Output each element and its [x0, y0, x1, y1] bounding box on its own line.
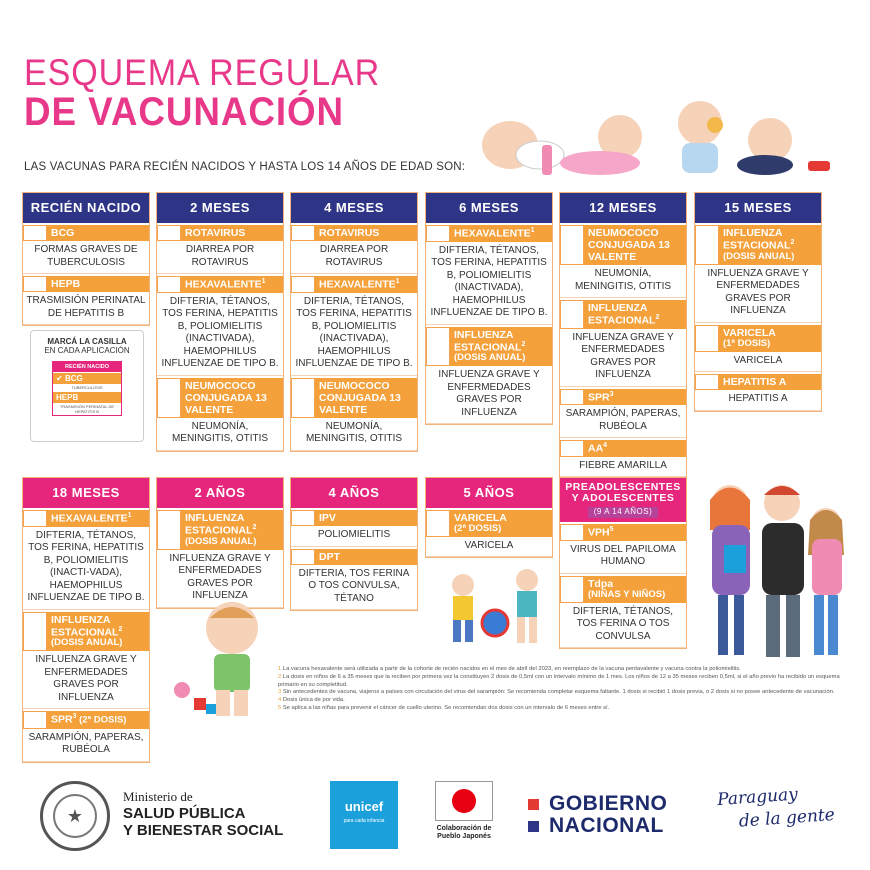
- checkbox[interactable]: [291, 378, 315, 418]
- vaccine-name-label: DPT: [319, 550, 340, 563]
- column-1: [156, 192, 284, 452]
- instruction-line2: EN CADA APLICACIÓN: [44, 346, 130, 355]
- vaccine-description: SARAMPIÓN, PAPERAS, RUBÉOLA: [560, 405, 686, 438]
- column-header: [23, 478, 149, 508]
- footnote-number: 5: [278, 705, 282, 712]
- checkbox[interactable]: [560, 576, 584, 603]
- column-header-label: 4 MESES: [324, 200, 384, 216]
- vaccine-name: [584, 524, 686, 541]
- vaccine-name-label: INFLUENZA ESTACIONAL: [588, 302, 656, 327]
- family-illustration: [700, 475, 860, 670]
- paraguay-line1: Paraguay: [716, 784, 799, 811]
- checkbox[interactable]: [157, 276, 181, 293]
- vaccine-name-label: HEPATITIS A: [723, 376, 787, 389]
- vaccine-name: [450, 327, 552, 367]
- vaccine-description: DIFTERIA, TÉTANOS, TOS FERINA O TOS CONVULSA: [560, 603, 686, 649]
- vaccine-name-label: NEUMOCOCO CONJUGADA 13 VALENTE: [588, 227, 670, 264]
- vaccine-name: [719, 325, 821, 352]
- vaccine-name-label: SPR: [51, 713, 73, 726]
- footnote-number: 1: [278, 666, 282, 672]
- vaccine-description: VARICELA: [426, 537, 552, 558]
- dose-label: (DOSIS ANUAL): [185, 535, 257, 547]
- vaccine-row: [426, 327, 552, 367]
- unicef-tagline: para cada infancia: [343, 818, 385, 824]
- checkbox[interactable]: [695, 325, 719, 352]
- page-title-line1: ESQUEMA REGULAR: [24, 52, 381, 93]
- vaccine-description: VIRUS DEL PAPILOMA HUMANO: [560, 541, 686, 574]
- vaccine-row: [23, 225, 149, 241]
- ministry-logo: [123, 789, 283, 839]
- vaccine-description: INFLUENZA GRAVE Y ENFERMEDADES GRAVES POR INFLUENZA: [157, 550, 283, 608]
- checkbox[interactable]: [291, 549, 315, 565]
- sample-vaccine1: ✔ BCG: [53, 373, 121, 384]
- vaccine-name-label: HEXAVALENTE: [319, 278, 396, 291]
- column-header: [291, 193, 417, 223]
- column-10: [559, 477, 687, 649]
- checkbox[interactable]: [291, 510, 315, 526]
- vaccine-description: FIEBRE AMARILLA: [560, 457, 686, 478]
- paraguay-logo: [717, 781, 836, 835]
- kids-illustration: [435, 565, 555, 655]
- vaccine-row: [291, 378, 417, 418]
- checkbox[interactable]: [560, 524, 584, 541]
- vaccine-description: FORMAS GRAVES DE TUBERCULOSIS: [23, 241, 149, 274]
- column-header: [695, 193, 821, 223]
- column-3: [425, 192, 553, 425]
- checkbox[interactable]: [560, 440, 584, 457]
- checkbox[interactable]: [23, 612, 47, 652]
- column-header: [23, 193, 149, 223]
- vaccine-description: SARAMPIÓN, PAPERAS, RUBÉOLA: [23, 729, 149, 762]
- footnote-number: 4: [278, 697, 282, 704]
- gob-line1: GOBIERNO: [549, 792, 668, 815]
- red-square-icon: [528, 799, 539, 810]
- vaccine-name: [47, 711, 149, 728]
- column-header: [560, 478, 686, 522]
- vaccine-row: [23, 711, 149, 728]
- checkbox[interactable]: [560, 300, 584, 329]
- vaccine-row: [426, 510, 552, 537]
- vaccine-description: TRASMISIÓN PERINATAL DE HEPATITIS B: [23, 292, 149, 325]
- vaccine-name-label: HEPB: [51, 278, 81, 291]
- vaccine-name: [450, 225, 552, 242]
- vaccine-description: DIFTERIA, TÉTANOS, TOS FERINA, HEPATITIS B, POLIOMIELITIS (INACTI-VADA), HAEMOPHILUS INFLUENZAE DE TIPO B.: [23, 527, 149, 610]
- vaccine-name: [47, 510, 149, 527]
- ministry-line1: Ministerio de: [123, 789, 193, 804]
- vaccine-name: [47, 225, 149, 241]
- footnote: [278, 674, 853, 690]
- column-0: [22, 192, 150, 326]
- column-header-label: 12 MESES: [589, 200, 657, 216]
- ministry-seal-icon: [40, 781, 110, 851]
- japan-flag-icon: [435, 781, 493, 821]
- sample-desc1: TUBERCULOSIS: [71, 385, 103, 390]
- vaccine-row: [291, 225, 417, 241]
- vaccine-name: [181, 378, 283, 418]
- vaccine-name-label: AA: [588, 442, 604, 455]
- japan-line1: Colaboración de: [436, 825, 492, 832]
- vaccine-description: DIFTERIA, TÉTANOS, TOS FERINA, HEPATITIS B, POLIOMIELITIS (INACTIVADA), HAEMOPHILUS INFLUENZAE DE TIPO B.: [426, 242, 552, 325]
- footnote-number: 3: [278, 689, 282, 696]
- checkbox[interactable]: [23, 225, 47, 241]
- sample-vaccine2: [53, 392, 121, 403]
- ministry-line3: Y BIENESTAR SOCIAL: [123, 822, 284, 839]
- vaccine-name-label: INFLUENZA ESTACIONAL: [454, 328, 522, 354]
- checkbox[interactable]: [157, 510, 181, 550]
- vaccine-name: [719, 225, 821, 265]
- footnote-ref: 1: [395, 278, 400, 286]
- vaccine-name-label: Tdpa: [588, 577, 614, 590]
- footnote-ref: 1: [127, 512, 132, 519]
- vaccine-name-label: INFLUENZA ESTACIONAL: [723, 227, 791, 252]
- checkbox[interactable]: [23, 711, 47, 728]
- vaccine-name-label: INFLUENZA ESTACIONAL: [185, 512, 253, 537]
- vaccine-name-label: IPV: [319, 512, 336, 524]
- page-title-line2: DE VACUNACIÓN: [24, 90, 345, 134]
- vaccine-name-label: INFLUENZA ESTACIONAL: [51, 613, 119, 639]
- ministry-line2: SALUD PÚBLICA: [123, 805, 246, 822]
- vaccine-description: INFLUENZA GRAVE Y ENFERMEDADES GRAVES POR INFLUENZA: [426, 366, 552, 424]
- footnote-text: La dosis en niños de 6 a 35 meses que la reciben por primera vez la constituyen 2 dosis de 0,5ml con un intervalo mínimo de 1 mes. Los niños de 12 a 35 meses reciben 0,5ml, si el año previo ha recibido un esquema primario en su completitud.: [278, 673, 840, 688]
- dose-label: (NIÑAS Y NIÑOS): [588, 588, 666, 600]
- footnote-ref: 2: [790, 239, 795, 247]
- vaccine-name-label: HEXAVALENTE: [454, 227, 531, 240]
- vaccine-row: [695, 225, 821, 265]
- vaccine-row: [157, 276, 283, 293]
- vaccine-row: [23, 510, 149, 527]
- unicef-label: unicef: [344, 799, 384, 814]
- checkbox[interactable]: [426, 327, 450, 367]
- dose-label: (2ª DOSIS): [76, 714, 127, 726]
- footnote-ref: 1: [530, 227, 535, 234]
- subtitle: LAS VACUNAS PARA RECIÉN NACIDOS Y HASTA LOS 14 AÑOS DE EDAD SON:: [24, 161, 466, 173]
- footnote: [278, 697, 853, 705]
- column-9: [425, 477, 553, 558]
- star-icon: ★: [53, 794, 97, 838]
- column-8: [290, 477, 418, 611]
- vaccine-name-label: HEXAVALENTE: [185, 278, 262, 291]
- footnotes: [278, 666, 853, 713]
- footnote-ref: 1: [261, 278, 266, 286]
- vaccine-row: [157, 225, 283, 241]
- vaccine-row: [695, 374, 821, 390]
- vaccine-description: INFLUENZA GRAVE Y ENFERMEDADES GRAVES POR INFLUENZA: [695, 265, 821, 323]
- vaccine-row: [157, 510, 283, 550]
- column-header-label: PREADOLESCENTES Y ADOLESCENTES: [565, 481, 681, 505]
- vaccine-name: [181, 225, 283, 241]
- footnote-ref: 5: [609, 526, 614, 533]
- vaccine-name: [584, 300, 686, 329]
- vaccine-name: [181, 276, 283, 293]
- vaccine-row: [560, 576, 686, 603]
- column-4: [559, 192, 687, 478]
- unicef-logo: [330, 781, 398, 849]
- logos-bar: [0, 775, 870, 855]
- sample-header: RECIÉN NACIDO: [53, 362, 121, 372]
- vaccine-row: [560, 524, 686, 541]
- vaccine-name-label: NEUMOCOCO CONJUGADA 13 VALENTE: [185, 379, 267, 416]
- vaccine-name: [47, 612, 149, 652]
- sample-desc2: TRASMISIÓN PERINATAL DE HEPATITIS B: [59, 404, 115, 414]
- checkbox[interactable]: [426, 225, 450, 242]
- vaccine-description: DIFTERIA, TÉTANOS, TOS FERINA, HEPATITIS B, POLIOMIELITIS (INACTIVADA), HAEMOPHILUS INFLUENZAE DE TIPO B.: [157, 293, 283, 376]
- footnote-ref: 4: [603, 442, 608, 450]
- sample-card: [52, 361, 122, 416]
- vaccine-name-label: SPR: [588, 391, 610, 404]
- vaccine-description: POLIOMIELITIS: [291, 526, 417, 547]
- gobierno-logo: [528, 793, 667, 837]
- vaccine-description: DIARREA POR ROTAVIRUS: [291, 241, 417, 274]
- instruction-box: [30, 330, 144, 442]
- vaccine-description: DIFTERIA, TÉTANOS, TOS FERINA, HEPATITIS B, POLIOMIELITIS (INACTIVADA), HAEMOPHILUS INFLUENZAE DE TIPO B.: [291, 293, 417, 376]
- vaccine-row: [426, 225, 552, 242]
- footnote-text: Sin antecedentes de vacuna, viajeros a países con circulación del virus del sarampión: Se recomienda completar esquema faltante. 1 dosis si recibió 1 dosis previa, o 2 dosis si no posee antecedente de vacunación.: [282, 689, 835, 696]
- footnote-text: Se aplica a las niñas para prevenir el cáncer de cuello uterino. Se recomiendan dos dosis con un intervalo de 6 meses entre sí.: [282, 705, 610, 712]
- footnote-ref: 2: [118, 625, 123, 633]
- footnote-ref: 3: [609, 390, 614, 398]
- vaccine-row: [23, 276, 149, 292]
- vaccine-row: [23, 612, 149, 652]
- vaccine-row: [291, 549, 417, 565]
- column-header-label: RECIÉN NACIDO: [30, 200, 142, 216]
- column-header: [426, 478, 552, 508]
- column-header-label: 4 AÑOS: [328, 485, 380, 501]
- sample-vaccine1-label: BCG: [64, 374, 83, 383]
- footnote: [278, 705, 853, 713]
- footnote-ref: 3: [72, 713, 77, 721]
- vaccine-name: [47, 276, 149, 292]
- paraguay-line2: de la gente: [738, 804, 836, 832]
- checkbox[interactable]: [291, 276, 315, 293]
- vaccine-name: [315, 510, 417, 526]
- column-header-label: 18 MESES: [52, 485, 120, 501]
- column-header-label: 15 MESES: [724, 200, 792, 216]
- vaccine-name: [584, 440, 686, 457]
- vaccine-row: [157, 378, 283, 418]
- vaccine-row: [560, 440, 686, 457]
- column-header: [426, 193, 552, 223]
- vaccine-description: VARICELA: [695, 352, 821, 373]
- vaccine-name: [584, 576, 686, 603]
- checkbox[interactable]: [695, 374, 719, 390]
- checkbox[interactable]: [560, 389, 584, 406]
- vaccine-name: [315, 225, 417, 241]
- checkbox[interactable]: [157, 378, 181, 418]
- footnote-ref: 2: [655, 314, 660, 322]
- vaccine-row: [291, 276, 417, 293]
- checkbox[interactable]: [426, 510, 450, 537]
- japan-logo: [432, 781, 496, 840]
- gob-line2: NACIONAL: [549, 814, 664, 838]
- vaccine-row: [560, 389, 686, 406]
- vaccine-name-label: ROTAVIRUS: [319, 227, 380, 239]
- vaccine-name-label: VARICELA: [723, 326, 776, 339]
- vaccine-name-label: HEXAVALENTE: [51, 512, 128, 525]
- vaccine-description: DIFTERIA, TOS FERINA O TOS CONVULSA, TÉTANO: [291, 565, 417, 611]
- vaccine-name: [315, 378, 417, 418]
- vaccine-name: [450, 510, 552, 537]
- footnote: [278, 666, 853, 674]
- vaccine-description: INFLUENZA GRAVE Y ENFERMEDADES GRAVES POR INFLUENZA: [23, 651, 149, 709]
- footnote-number: 2: [278, 673, 282, 680]
- dose-label: (2ª DOSIS): [454, 523, 502, 535]
- vaccine-description: INFLUENZA GRAVE Y ENFERMEDADES GRAVES POR INFLUENZA: [560, 329, 686, 387]
- checkbox[interactable]: [560, 225, 584, 265]
- vaccine-row: [560, 300, 686, 329]
- column-5: [694, 192, 822, 412]
- checkbox[interactable]: [291, 225, 315, 241]
- toddler-illustration: [170, 598, 270, 723]
- vaccine-row: [560, 225, 686, 265]
- column-7: [156, 477, 284, 609]
- vaccine-row: [291, 510, 417, 526]
- blue-square-icon: [528, 821, 539, 832]
- vaccine-name-label: BCG: [51, 227, 75, 239]
- vaccine-description: HEPATITIS A: [695, 390, 821, 411]
- column-header: [157, 478, 283, 508]
- dose-label: (DOSIS ANUAL): [723, 250, 795, 262]
- column-6: [22, 477, 150, 763]
- vaccine-name: [315, 549, 417, 565]
- column-header-label: 2 AÑOS: [194, 485, 246, 501]
- vaccine-name: [315, 276, 417, 293]
- footnote: [278, 689, 853, 697]
- vaccine-name: [584, 225, 686, 265]
- column-header-label: 5 AÑOS: [463, 485, 515, 501]
- checkbox[interactable]: [157, 225, 181, 241]
- vaccine-description: NEUMONÍA, MENINGITIS, OTITIS: [157, 418, 283, 451]
- column-header-label: 6 MESES: [459, 200, 519, 216]
- vaccine-name-label: VARICELA: [454, 512, 507, 524]
- vaccine-name: [719, 374, 821, 390]
- column-header-label: 2 MESES: [190, 200, 250, 216]
- dose-label: (1ª DOSIS): [723, 337, 771, 349]
- vaccine-name: [584, 389, 686, 406]
- japan-line2: Pueblo Japonés: [437, 832, 491, 840]
- vaccine-row: [695, 325, 821, 352]
- babies-illustration: [470, 95, 840, 180]
- dose-label: (DOSIS ANUAL): [51, 637, 123, 649]
- footnote-ref: 2: [521, 340, 526, 348]
- footnote-text: Dosis única de por vida.: [282, 697, 345, 704]
- instruction-line1: MARCÁ LA CASILLA: [47, 337, 127, 346]
- checkbox[interactable]: [23, 510, 47, 527]
- dose-label: (DOSIS ANUAL): [454, 352, 526, 364]
- vaccine-name-label: VPH: [588, 526, 610, 539]
- checkbox[interactable]: [23, 276, 47, 292]
- vaccine-description: NEUMONÍA, MENINGITIS, OTITIS: [291, 418, 417, 451]
- column-2: [290, 192, 418, 452]
- vaccine-description: DIARREA POR ROTAVIRUS: [157, 241, 283, 274]
- sample-vaccine2-label: HEPB: [56, 393, 79, 402]
- vaccine-name: [181, 510, 283, 550]
- column-header: [291, 478, 417, 508]
- column-header: [157, 193, 283, 223]
- column-header-sub: (9 A 14 AÑOS): [588, 507, 659, 517]
- footnote-ref: 2: [252, 524, 257, 532]
- vaccine-name-label: ROTAVIRUS: [185, 227, 246, 239]
- footnote-text: La vacuna hexavalente será utilizada a partir de la cohorte de recién nacidos en el mes de abril del 2023, en reemplazo de la vacuna pentavalente y vacuna contra la poliomielitis.: [282, 666, 741, 672]
- column-header: [560, 193, 686, 223]
- vaccine-description: NEUMONÍA, MENINGITIS, OTITIS: [560, 265, 686, 298]
- checkbox[interactable]: [695, 225, 719, 265]
- vaccine-name-label: NEUMOCOCO CONJUGADA 13 VALENTE: [319, 379, 401, 416]
